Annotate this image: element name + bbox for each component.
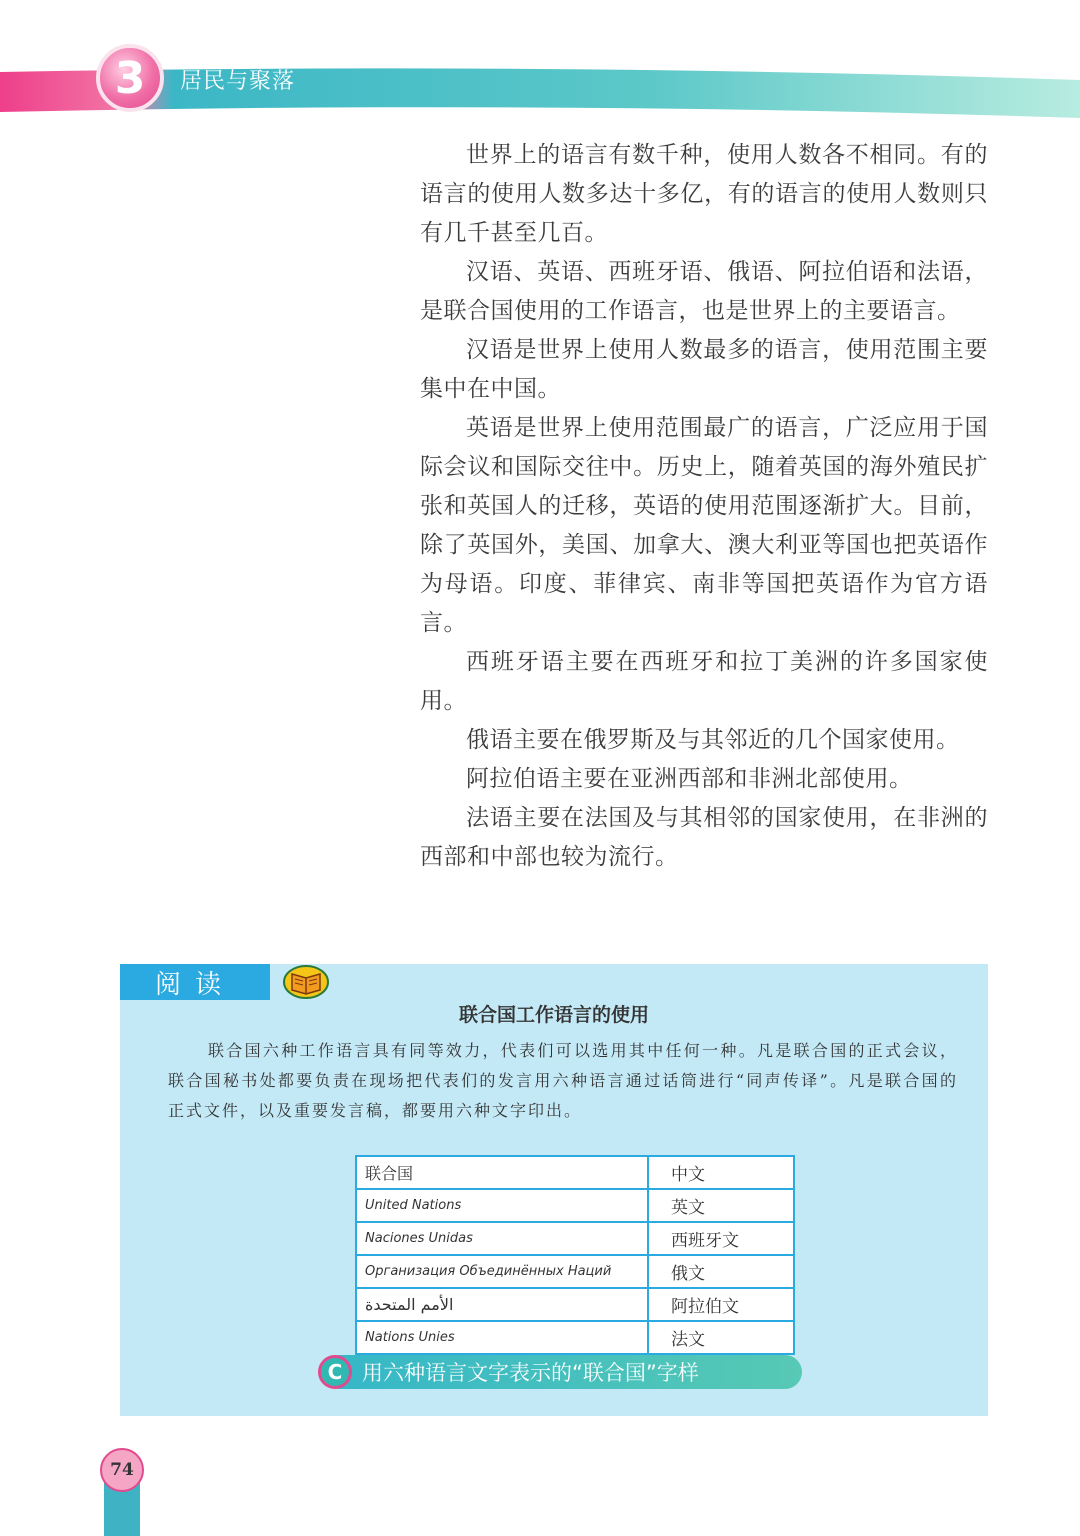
open-book-icon bbox=[282, 964, 330, 1000]
caption-badge: C bbox=[318, 1355, 352, 1389]
table-row bbox=[356, 1156, 794, 1189]
paragraph: 英语是世界上使用范围最广的语言，广泛应用于国际会议和国际交往中。历史上，随着英国的海外殖民扩张和英国人的迁移，英语的使用范围逐渐扩大。目前，除了英国外，美国、加拿大、澳大利亚等国也把英语作为母语。印度、菲律宾、南非等国把英语作为官方语言。 bbox=[420, 415, 988, 636]
language-cell: 西班牙文 bbox=[648, 1222, 794, 1255]
paragraph: 法语主要在法国及与其相邻的国家使用，在非洲的西部和中部也较为流行。 bbox=[420, 805, 988, 870]
body-text bbox=[420, 136, 988, 877]
page-number: 74 bbox=[100, 1448, 144, 1492]
paragraph: 世界上的语言有数千种，使用人数各不相同。有的语言的使用人数多达十多亿，有的语言的使用人数则只有几千甚至几百。 bbox=[420, 142, 988, 246]
chapter-title: 居民与聚落 bbox=[180, 69, 296, 94]
table-row bbox=[356, 1255, 794, 1288]
language-cell: 阿拉伯文 bbox=[648, 1288, 794, 1321]
un-name-cell: الأمم المتحدة bbox=[356, 1288, 648, 1321]
table-row bbox=[356, 1288, 794, 1321]
language-cell: 法文 bbox=[648, 1321, 794, 1354]
un-name-cell: Naciones Unidas bbox=[356, 1222, 648, 1255]
un-name-cell: 联合国 bbox=[356, 1156, 648, 1189]
reading-tab: 阅读 bbox=[120, 964, 270, 1000]
paragraph: 阿拉伯语主要在亚洲西部和非洲北部使用。 bbox=[466, 766, 913, 792]
paragraph: 汉语、英语、西班牙语、俄语、阿拉伯语和法语，是联合国使用的工作语言，也是世界上的主要语言。 bbox=[420, 259, 988, 324]
figure-caption bbox=[322, 1355, 802, 1389]
paragraph: 俄语主要在俄罗斯及与其邻近的几个国家使用。 bbox=[466, 727, 960, 753]
chapter-number: 3 bbox=[114, 52, 146, 104]
reading-box bbox=[120, 964, 988, 1416]
paragraph: 西班牙语主要在西班牙和拉丁美洲的许多国家使用。 bbox=[420, 649, 988, 714]
table-row bbox=[356, 1321, 794, 1354]
language-cell: 英文 bbox=[648, 1189, 794, 1222]
reading-paragraph: 联合国六种工作语言具有同等效力，代表们可以选用其中任何一种。凡是联合国的正式会议，联合国秘书处都要负责在现场把代表们的发言用六种语言通过话筒进行“同声传译”。凡是联合国的正式文件，以及重要发言稿，都要用六种文字印出。 bbox=[168, 1041, 958, 1120]
language-cell: 中文 bbox=[648, 1156, 794, 1189]
un-names-table bbox=[355, 1155, 795, 1355]
reading-title: 联合国工作语言的使用 bbox=[458, 1004, 649, 1026]
caption-text: 用六种语言文字表示的“联合国”字样 bbox=[362, 1361, 699, 1385]
table-row bbox=[356, 1189, 794, 1222]
chapter-number-badge bbox=[96, 44, 164, 112]
reading-text bbox=[168, 1036, 958, 1126]
paragraph: 汉语是世界上使用人数最多的语言，使用范围主要集中在中国。 bbox=[420, 337, 988, 402]
un-name-cell: Nations Unies bbox=[356, 1321, 648, 1354]
table-row bbox=[356, 1222, 794, 1255]
un-name-cell: United Nations bbox=[356, 1189, 648, 1222]
language-cell: 俄文 bbox=[648, 1255, 794, 1288]
un-name-cell: Организация Объединённых Наций bbox=[356, 1255, 648, 1288]
